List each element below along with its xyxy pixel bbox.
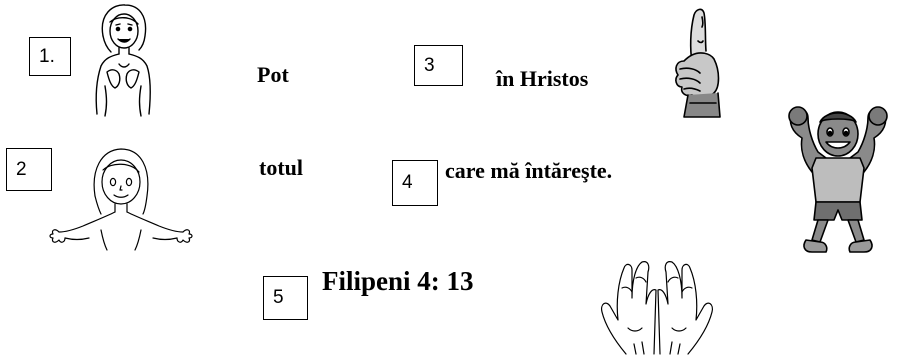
number-box-2: 2 — [6, 148, 52, 191]
word-in-hristos: în Hristos — [496, 66, 589, 91]
open-hands-icon — [598, 258, 716, 358]
bible-reference: Filipeni 4: 13 — [322, 266, 474, 296]
woman-hands-on-chest-icon — [85, 2, 160, 122]
number-box-3: 3 — [414, 45, 463, 86]
number-box-1: 1. — [29, 37, 71, 76]
finger-pointing-up-icon — [668, 5, 730, 117]
word-totul: totul — [259, 155, 303, 180]
word-pot: Pot — [257, 62, 289, 87]
number-box-5: 5 — [263, 276, 308, 320]
number-box-4: 4 — [392, 160, 438, 206]
strong-boy-flexing-icon — [782, 102, 894, 264]
girl-open-arms-icon — [47, 140, 195, 252]
word-care-ma-intareste: care mă întăreşte. — [445, 158, 613, 183]
